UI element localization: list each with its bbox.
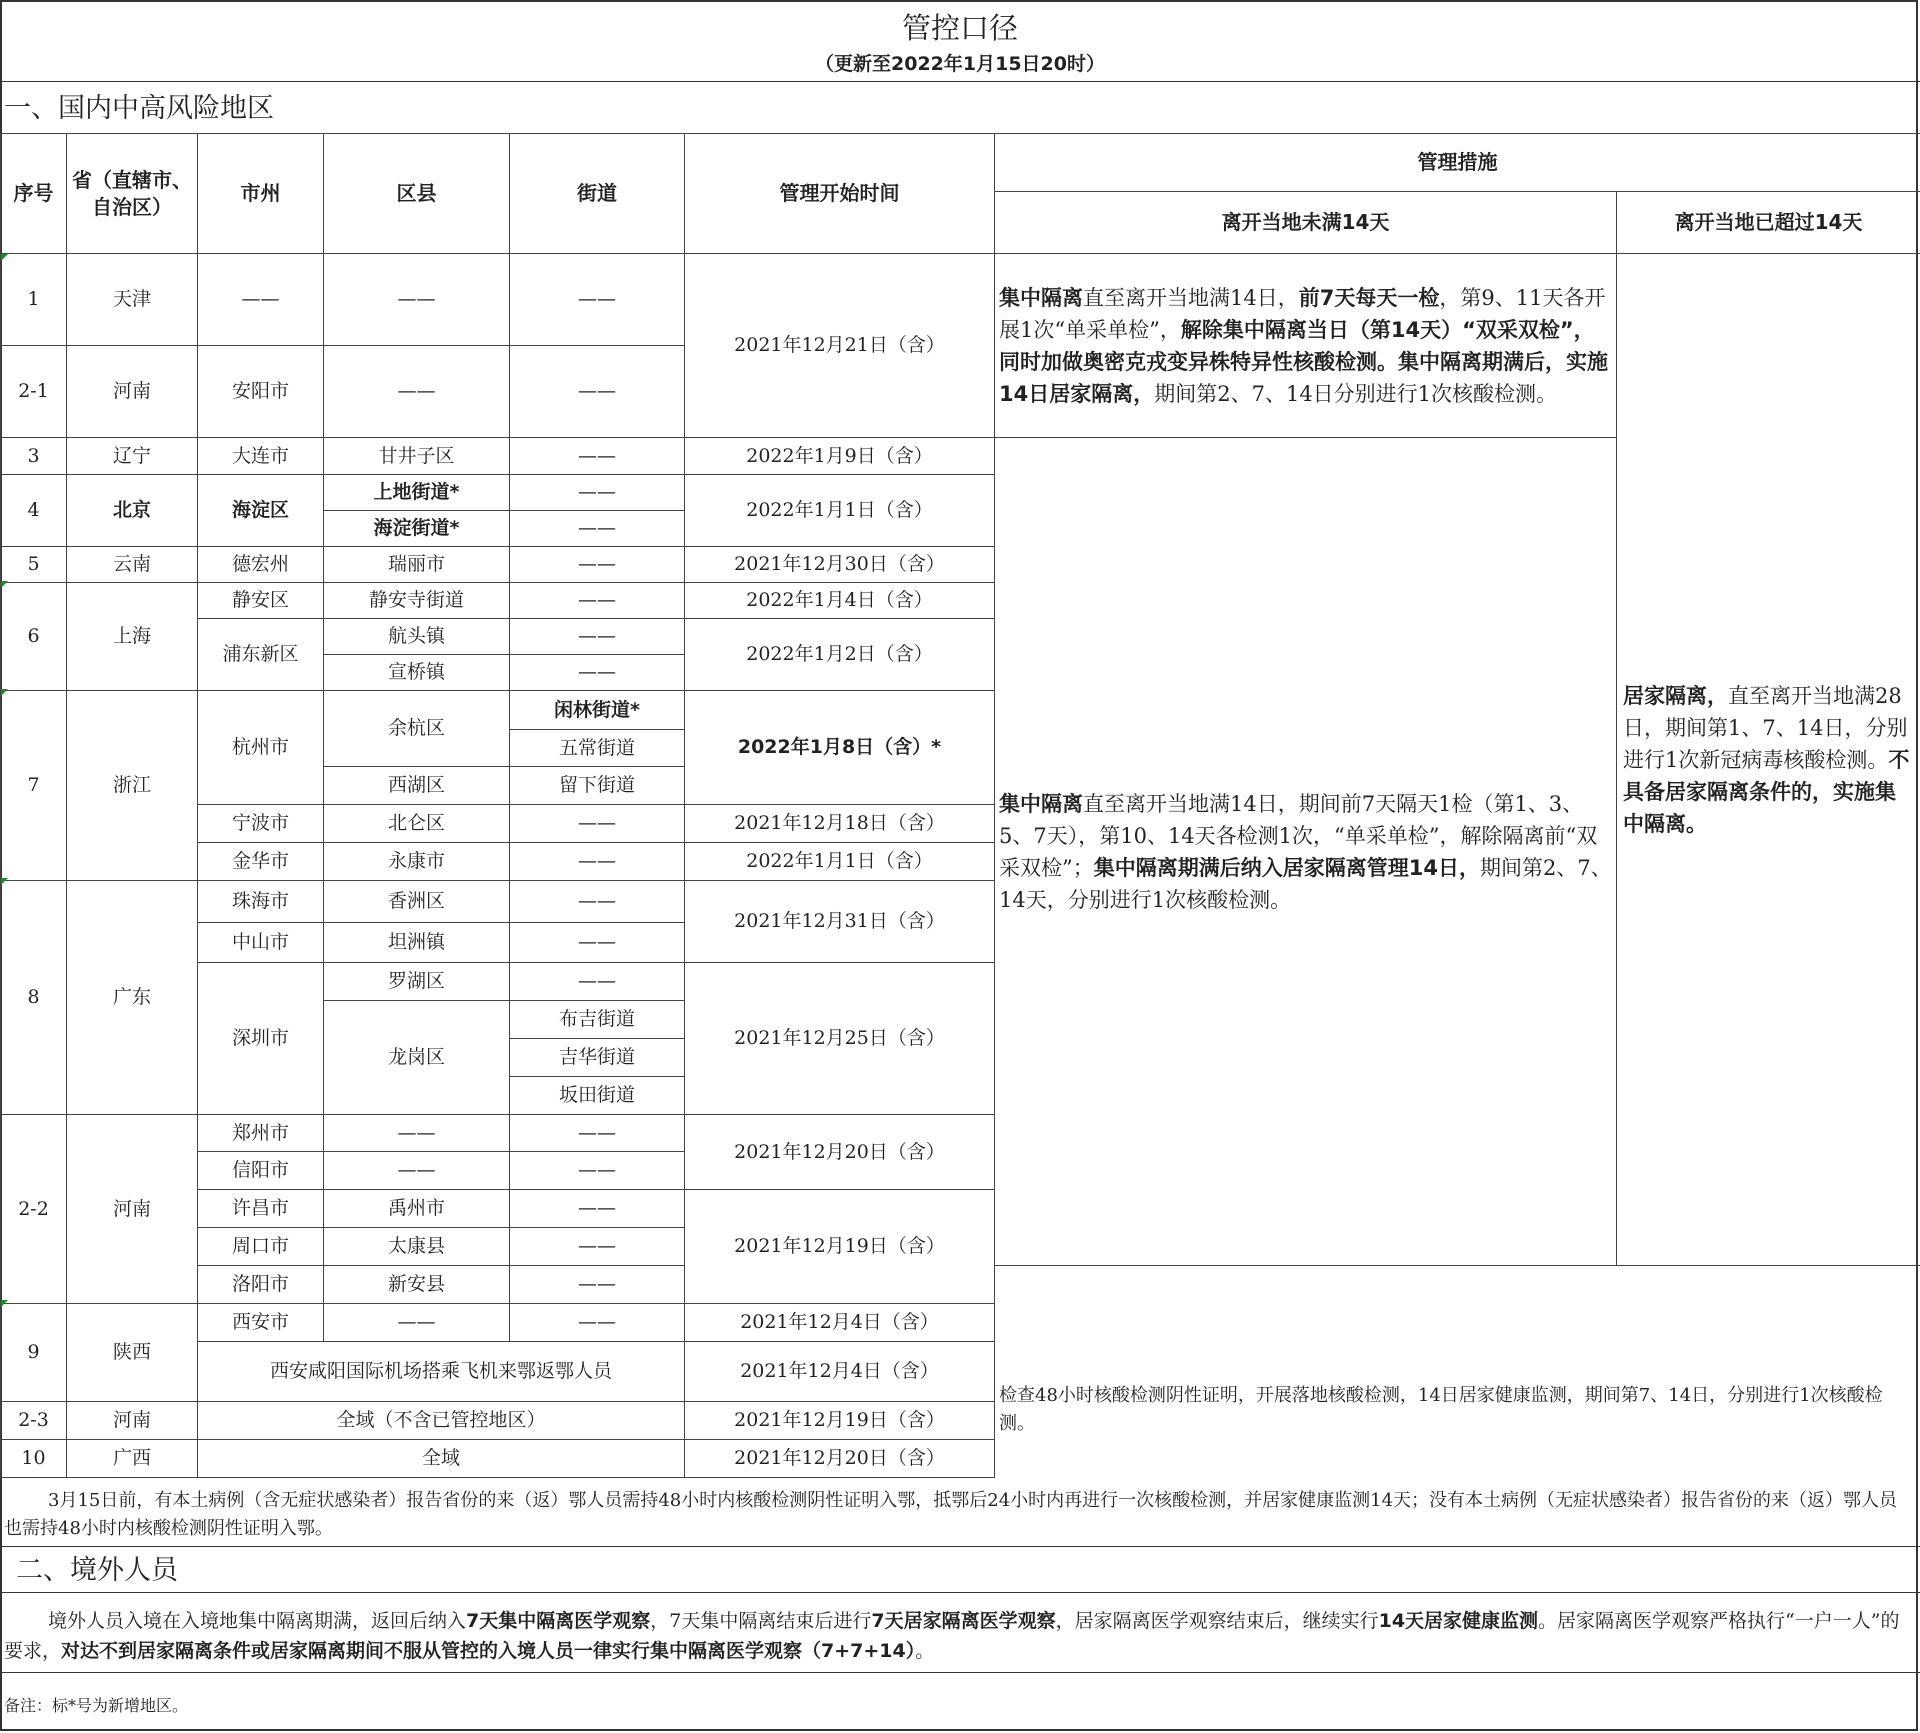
cell-seq: 1 [1, 254, 67, 346]
cell-start-time: 2021年12月18日（含） [685, 805, 995, 843]
section-overseas-heading: 二、境外人员 [16, 1555, 178, 1586]
cell-district: 太康县 [324, 1228, 510, 1266]
overseas-policy [4, 1606, 1914, 1666]
cell-area: 全域 [198, 1440, 685, 1478]
bold-text-segment: 解除集中隔离当日（第14天）“双采双检”，同时加做奥密克戎变异株特异性核酸检测。集中隔离期满后，实施14日居家隔离， [999, 317, 1608, 406]
cell-street: —— [510, 843, 685, 881]
header-province: 省（直辖市、自治区） [67, 134, 198, 254]
cell-city: 宁波市 [198, 805, 324, 843]
divider [0, 1672, 1920, 1673]
cell-street: 坂田街道 [510, 1077, 685, 1115]
cell-street: —— [510, 963, 685, 1001]
cell-start-time: 2022年1月9日（含） [685, 438, 995, 475]
remark: 备注：标*号为新增地区。 [4, 1696, 189, 1715]
cell-province: 河南 [67, 1115, 198, 1304]
bold-text-segment: 对达不到居家隔离条件或居家隔离期间不服从管控的入境人员一律实行集中隔离医学观察（7+7+14） [61, 1640, 916, 1662]
cell-seq: 10 [1, 1440, 67, 1478]
cell-province: 云南 [67, 547, 198, 583]
cell-city: 信阳市 [198, 1152, 324, 1190]
bold-text-segment: 集中隔离 [999, 791, 1083, 816]
cell-street: —— [510, 1266, 685, 1304]
risk-area-table [0, 133, 1920, 1478]
cell-start-time: 2022年1月4日（含） [685, 583, 995, 619]
cell-street: —— [510, 1152, 685, 1190]
cell-area: 全域（不含已管控地区） [198, 1402, 685, 1440]
cell-start-time: 2021年12月19日（含） [685, 1190, 995, 1304]
cell-start-time: 2021年12月4日（含） [685, 1342, 995, 1402]
text-segment: 。居家隔离医学观察严格执行“一户一人”的要求， [4, 1610, 1900, 1662]
header-street: 街道 [510, 134, 685, 254]
divider [0, 1546, 1920, 1547]
measure-centralized-b [995, 438, 1617, 1266]
cell-start-time: 2021年12月4日（含） [685, 1304, 995, 1342]
cell-seq: 4 [1, 475, 67, 547]
cell-district: 禹州市 [324, 1190, 510, 1228]
cell-district: 瑞丽市 [324, 547, 510, 583]
cell-street: —— [510, 805, 685, 843]
cell-province: 上海 [67, 583, 198, 691]
cell-city: 浦东新区 [198, 619, 324, 691]
divider [0, 81, 1920, 82]
cell-seq: 8 [1, 881, 67, 1115]
cell-street: 五常街道 [510, 730, 685, 767]
cell-city: 德宏州 [198, 547, 324, 583]
header-under-14-days: 离开当地未满14天 [995, 192, 1617, 254]
divider [0, 1592, 1920, 1593]
cell-city: 许昌市 [198, 1190, 324, 1228]
cell-district: 龙岗区 [324, 1001, 510, 1115]
cell-start-time: 2022年1月2日（含） [685, 619, 995, 691]
bold-text-segment: 7天集中隔离医学观察 [466, 1610, 651, 1632]
cell-street: —— [510, 1115, 685, 1152]
cell-city: 大连市 [198, 438, 324, 475]
cell-district: 静安寺街道 [324, 583, 510, 619]
cell-start-time: 2021年12月19日（含） [685, 1402, 995, 1440]
cell-province: 天津 [67, 254, 198, 346]
cell-start-time: 2021年12月20日（含） [685, 1440, 995, 1478]
cell-street: 吉华街道 [510, 1039, 685, 1077]
cell-marker-icon [1, 254, 8, 261]
cell-street: 闲林街道* [510, 691, 685, 730]
cell-seq: 3 [1, 438, 67, 475]
measure-centralized-a [995, 254, 1617, 438]
cell-start-time: 2022年1月1日（含） [685, 475, 995, 547]
cell-district: 海淀街道* [324, 511, 510, 547]
cell-street: —— [510, 438, 685, 475]
cell-province: 河南 [67, 1402, 198, 1440]
cell-province: 辽宁 [67, 438, 198, 475]
cell-city: 郑州市 [198, 1115, 324, 1152]
cell-city: 静安区 [198, 583, 324, 619]
cell-airport: 西安咸阳国际机场搭乘飞机来鄂返鄂人员 [198, 1342, 685, 1402]
page-subtitle: （更新至2022年1月15日20时） [815, 53, 1105, 75]
bold-text-segment: 前7天每天一检 [1298, 285, 1440, 310]
cell-start-time: 2022年1月8日（含）* [685, 691, 995, 805]
cell-street: —— [510, 511, 685, 547]
text-segment: 直至离开当地满14日，期间前7天隔天1检（第1、3、5、7天），第10、14天各检测1次，“单采单检”，解除隔离前“双采双检”； [999, 791, 1598, 880]
cell-district: 新安县 [324, 1266, 510, 1304]
cell-city: —— [198, 254, 324, 346]
cell-street: —— [510, 547, 685, 583]
cell-street: 布吉街道 [510, 1001, 685, 1039]
cell-street: —— [510, 254, 685, 346]
cell-district: 北仑区 [324, 805, 510, 843]
cell-province: 浙江 [67, 691, 198, 881]
text-segment: 期间第2、7、14日分别进行1次核酸检测。 [1154, 381, 1558, 406]
text-segment: 直至离开当地满14日， [1083, 285, 1299, 310]
page-title: 管控口径 [901, 11, 1018, 45]
cell-city: 周口市 [198, 1228, 324, 1266]
cell-province: 陕西 [67, 1304, 198, 1402]
header-over-14-days: 离开当地已超过14天 [1617, 192, 1920, 254]
bold-text-segment: 集中隔离 [999, 285, 1083, 310]
text-segment: 期间第2、7、14天，分别进行1次核酸检测。 [999, 855, 1612, 912]
cell-district: —— [324, 1304, 510, 1342]
cell-street: —— [510, 1228, 685, 1266]
bold-text-segment: 14天居家健康监测 [1378, 1610, 1539, 1632]
cell-district: —— [324, 346, 510, 438]
cell-seq: 2-1 [1, 346, 67, 438]
cell-street: —— [510, 346, 685, 438]
header-district: 区县 [324, 134, 510, 254]
cell-province: 广东 [67, 881, 198, 1115]
header-seq: 序号 [1, 134, 67, 254]
measure-health-monitoring: 检查48小时核酸检测阴性证明，开展落地核酸检测，14日居家健康监测，期间第7、14日，分别进行1次核酸检测。 [999, 1384, 1883, 1434]
cell-district: 坦洲镇 [324, 923, 510, 963]
cell-district: —— [324, 1115, 510, 1152]
cell-district: 罗湖区 [324, 963, 510, 1001]
cell-street: —— [510, 655, 685, 691]
cell-district: 甘井子区 [324, 438, 510, 475]
cell-city: 杭州市 [198, 691, 324, 805]
cell-marker-icon [1, 689, 8, 696]
cell-district: 余杭区 [324, 691, 510, 767]
cell-start-time: 2021年12月25日（含） [685, 963, 995, 1115]
header-start-time: 管理开始时间 [685, 134, 995, 254]
cell-marker-icon [1, 1300, 8, 1307]
cell-city: 珠海市 [198, 881, 324, 923]
cell-district: 永康市 [324, 843, 510, 881]
text-segment: ，居家隔离医学观察结束后，继续实行 [1055, 1610, 1379, 1632]
cell-district: —— [324, 254, 510, 346]
cell-province: 广西 [67, 1440, 198, 1478]
cell-street: 留下街道 [510, 767, 685, 805]
text-segment: 。 [915, 1640, 935, 1662]
cell-street: —— [510, 583, 685, 619]
cell-city: 安阳市 [198, 346, 324, 438]
text-segment: 境外人员入境在入境地集中隔离期满，返回后纳入 [48, 1610, 467, 1632]
section-domestic-heading: 一、国内中高风险地区 [4, 93, 274, 124]
cell-city: 中山市 [198, 923, 324, 963]
header-city: 市州 [198, 134, 324, 254]
cell-marker-icon [1, 581, 8, 588]
cell-city: 深圳市 [198, 963, 324, 1115]
cell-start-time: 2021年12月31日（含） [685, 881, 995, 963]
cell-seq: 7 [1, 691, 67, 881]
text-segment: ，第9、11天各开展1次“单采单检”， [999, 285, 1606, 342]
cell-street: —— [510, 881, 685, 923]
cell-start-time: 2021年12月20日（含） [685, 1115, 995, 1190]
cell-district: —— [324, 1152, 510, 1190]
cell-seq: 2-2 [1, 1115, 67, 1304]
bold-text-segment: 7天居家隔离医学观察 [871, 1610, 1056, 1632]
cell-start-time: 2021年12月30日（含） [685, 547, 995, 583]
cell-street: —— [510, 619, 685, 655]
cell-seq: 6 [1, 583, 67, 691]
cell-seq: 2-3 [1, 1402, 67, 1440]
cell-city: 金华市 [198, 843, 324, 881]
cell-street: —— [510, 1190, 685, 1228]
measure-home-isolation [1617, 254, 1920, 1266]
cell-street: —— [510, 1304, 685, 1342]
cell-district: 航头镇 [324, 619, 510, 655]
cell-district: 香洲区 [324, 881, 510, 923]
domestic-note: 3月15日前，有本土病例（含无症状感染者）报告省份的来（返）鄂人员需持48小时内核酸检测阴性证明入鄂，抵鄂后24小时内再进行一次核酸检测，并居家健康监测14天；没有本土病例（无症状感染者）报告省份的来（返）鄂人员也需持48小时内核酸检测阴性证明入鄂。 [4, 1490, 1898, 1539]
cell-city: 海淀区 [198, 475, 324, 547]
bold-text-segment: 集中隔离期满后纳入居家隔离管理14日， [1093, 855, 1480, 880]
text-segment: ，7天集中隔离结束后进行 [650, 1610, 872, 1632]
bold-text-segment: 不具备居家隔离条件的，实施集中隔离。 [1623, 747, 1910, 836]
cell-start-time: 2022年1月1日（含） [685, 843, 995, 881]
cell-seq: 9 [1, 1304, 67, 1402]
text-segment: 直至离开当地满28日，期间第1、7、14日，分别进行1次新冠病毒核酸检测。 [1623, 683, 1908, 772]
cell-district: 西湖区 [324, 767, 510, 805]
cell-marker-icon [1, 878, 8, 885]
cell-city: 西安市 [198, 1304, 324, 1342]
cell-city: 洛阳市 [198, 1266, 324, 1304]
cell-province: 北京 [67, 475, 198, 547]
cell-province: 河南 [67, 346, 198, 438]
cell-district: 上地街道* [324, 475, 510, 511]
cell-street: —— [510, 475, 685, 511]
header-measures: 管理措施 [995, 134, 1920, 192]
cell-seq: 5 [1, 547, 67, 583]
cell-street: —— [510, 923, 685, 963]
cell-start-time: 2021年12月21日（含） [685, 254, 995, 438]
cell-district: 宣桥镇 [324, 655, 510, 691]
bold-text-segment: 居家隔离， [1623, 683, 1728, 708]
